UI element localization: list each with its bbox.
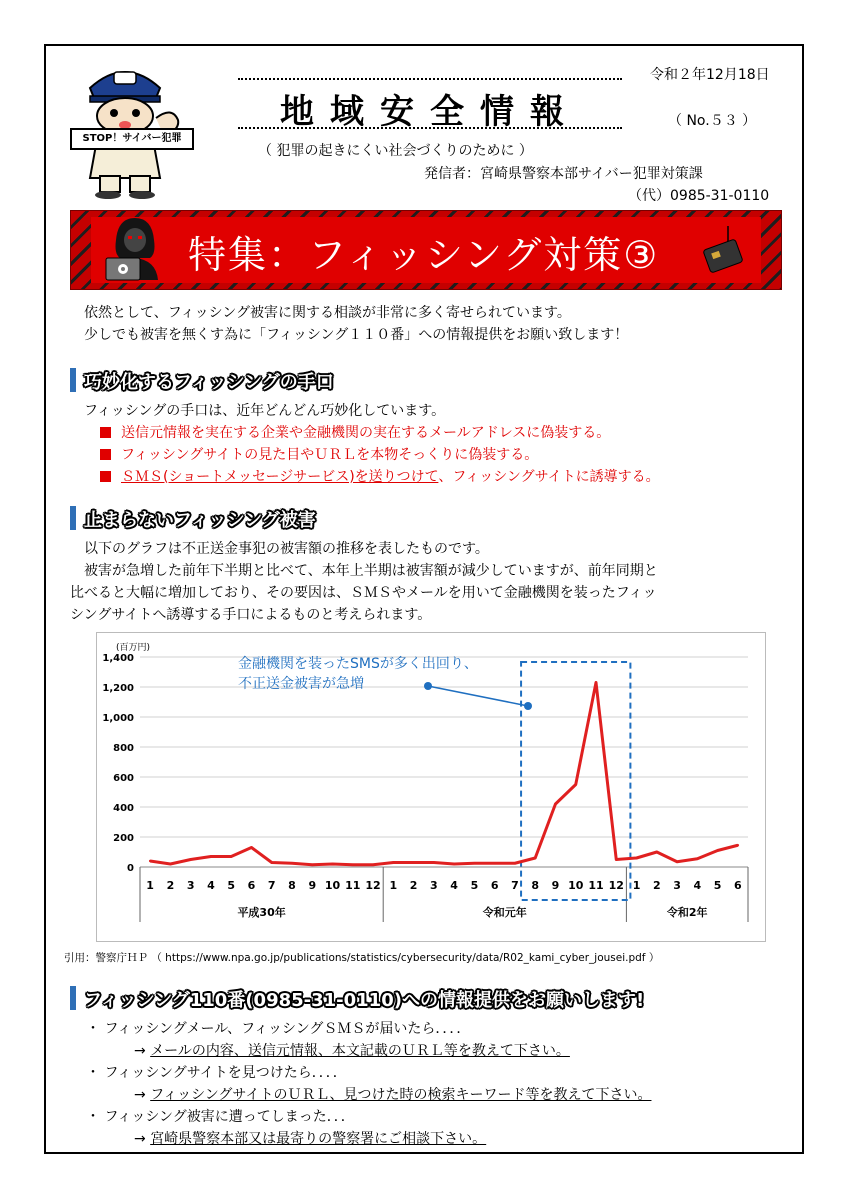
data-point (372, 864, 374, 866)
x-tick-label: 4 (693, 879, 702, 892)
data-point (716, 849, 718, 851)
data-point (412, 861, 414, 863)
data-point (737, 844, 739, 846)
data-point (514, 862, 516, 864)
intro-line-1: 依然として、フィッシング被害に関する相談が非常に多く寄せられています。 (84, 305, 571, 321)
y-tick-label: 400 (113, 803, 134, 814)
x-tick-label: 3 (430, 879, 438, 892)
report-bullet-1: ・ フィッシングメール、フィッシングＳＭＳが届いたら．．．． (86, 1021, 471, 1037)
y-tick-label: 200 (113, 833, 134, 844)
x-tick-label: 12 (608, 879, 624, 892)
intro-line-2: 少しでも被害を無くす為に「フィッシング１１０番」への情報提供をお願い致します！ (84, 327, 629, 343)
page-title: 地域安全情報 (280, 92, 580, 132)
phone-number: （代）0985-31-0110 (628, 188, 770, 204)
sender: 発信者：宮崎県警察本部サイバー犯罪対策課 (424, 166, 703, 182)
x-group-label: 令和2年 (666, 906, 708, 919)
x-tick-label: 6 (490, 879, 499, 892)
data-point (311, 864, 313, 866)
arrow-right-icon: → (134, 1087, 146, 1103)
x-tick-label: 10 (568, 879, 584, 892)
data-point (635, 857, 637, 859)
x-tick-label: 1 (632, 879, 641, 892)
data-point (291, 862, 293, 864)
x-tick-label: 10 (324, 879, 341, 892)
citation: 引用：警察庁ＨＰ （ https://www.npa.go.jp/publications/statistics/cybersecurity/data/R02_kami_cyber_jousei.pdf ） (64, 952, 660, 964)
data-point (554, 803, 556, 805)
x-group-label: 令和元年 (482, 906, 527, 919)
x-tick-label: 2 (409, 879, 418, 892)
data-point (210, 855, 212, 857)
data-point (534, 857, 536, 859)
data-point (656, 851, 658, 853)
section2-line-3: 比べると大幅に増加しており、その要因は、ＳＭＳやメールを用いて金融機関を装ったフィッ (70, 585, 657, 601)
x-tick-label: 1 (146, 879, 154, 892)
y-tick-label: 800 (113, 743, 134, 754)
y-tick-label: 600 (113, 773, 134, 784)
report-answer-2: → フィッシングサイトのＵＲＬ、見つけた時の検索キーワード等を教えて下さい。 (134, 1087, 652, 1103)
x-tick-label: 7 (267, 879, 276, 892)
data-point (696, 858, 698, 860)
data-point (595, 681, 597, 683)
x-tick-label: 1 (389, 879, 398, 892)
data-point (149, 860, 151, 862)
x-tick-label: 2 (166, 879, 175, 892)
x-tick-label: 9 (308, 879, 317, 892)
section2-line-1: 以下のグラフは不正送金事犯の被害額の推移を表したものです。 (84, 541, 489, 557)
technique-item-1: 送信元情報を実在する企業や金融機関の実在するメールアドレスに偽装する。 (100, 422, 610, 444)
data-point (676, 861, 678, 863)
x-tick-label: 8 (288, 879, 296, 892)
issue-date: 令和２年12月18日 (650, 67, 770, 83)
x-tick-label: 4 (207, 879, 215, 892)
x-tick-label: 3 (673, 879, 681, 892)
x-tick-label: 2 (652, 879, 661, 892)
report-answer-1: → メールの内容、送信元情報、本文記載のＵＲＬ等を教えて下さい。 (134, 1043, 570, 1059)
x-tick-label: 5 (470, 879, 479, 892)
x-tick-label: 8 (531, 879, 540, 892)
chart-annotation: 金融機関を装ったSMSが多く出回り、 不正送金被害が急増 (238, 656, 478, 692)
data-point (230, 855, 232, 857)
data-point (493, 862, 495, 864)
y-tick-label: 1,400 (102, 653, 134, 664)
y-tick-label: 0 (127, 863, 134, 874)
data-point (433, 861, 435, 863)
x-tick-label: 7 (511, 879, 519, 892)
x-tick-label: 3 (186, 879, 195, 892)
x-tick-label: 6 (734, 879, 742, 892)
y-tick-label: 1,000 (102, 713, 134, 724)
section1-lead: フィッシングの手口は、近年どんどん巧妙化しています。 (84, 403, 446, 419)
subtitle: （ 犯罪の起きにくい社会づくりのために ） (258, 143, 533, 159)
report-answer-3: → 宮崎県警察本部又は最寄りの警察署にご相談下さい。 (134, 1131, 487, 1147)
banner-title: 特集：フィッシング対策③ (188, 233, 660, 277)
data-point (271, 861, 273, 863)
data-point (453, 863, 455, 865)
data-point (615, 858, 617, 860)
x-tick-label: 11 (345, 879, 361, 892)
arrow-right-icon: → (134, 1043, 146, 1059)
data-point (352, 864, 354, 866)
x-tick-label: 5 (227, 879, 236, 892)
x-tick-label: 6 (247, 879, 256, 892)
y-tick-label: 1,200 (102, 683, 134, 694)
section2-line-4: シングサイトへ誘導する手口によるものと考えられます。 (70, 607, 432, 623)
x-tick-label: 11 (588, 879, 604, 892)
issue-number: （ No.５３ ） (668, 113, 757, 129)
x-group-label: 平成30年 (237, 906, 286, 919)
data-point (169, 863, 171, 865)
data-point (189, 858, 191, 860)
data-point (473, 862, 475, 864)
technique-item-2: フィッシングサイトの見た目やＵＲＬを本物そっくりに偽装する。 (100, 444, 538, 466)
x-tick-label: 9 (551, 879, 560, 892)
data-point (250, 846, 252, 848)
report-bullet-3: ・ フィッシング被害に遭ってしまった．．． (86, 1109, 355, 1125)
x-tick-label: 5 (713, 879, 722, 892)
x-tick-label: 12 (365, 879, 381, 892)
data-point (392, 861, 394, 863)
arrow-right-icon: → (134, 1131, 146, 1147)
x-tick-label: 4 (450, 879, 458, 892)
data-point (575, 783, 577, 785)
section2-line-2: 被害が急増した前年下半期と比べて、本年上半期は被害額が減少していますが、前年同期と (84, 563, 658, 579)
y-unit-label: (百万円) (116, 643, 151, 653)
stop-cybercrime-badge: STOP！サイバー犯罪 (70, 128, 194, 150)
annotation-dot-end (524, 702, 532, 710)
data-point (331, 863, 333, 865)
report-bullet-2: ・ フィッシングサイトを見つけたら．．．． (86, 1065, 347, 1081)
technique-item-3: ＳＭＳ(ショートメッセージサービス)を送りつけて、フィッシングサイトに誘導する。 (100, 466, 660, 488)
